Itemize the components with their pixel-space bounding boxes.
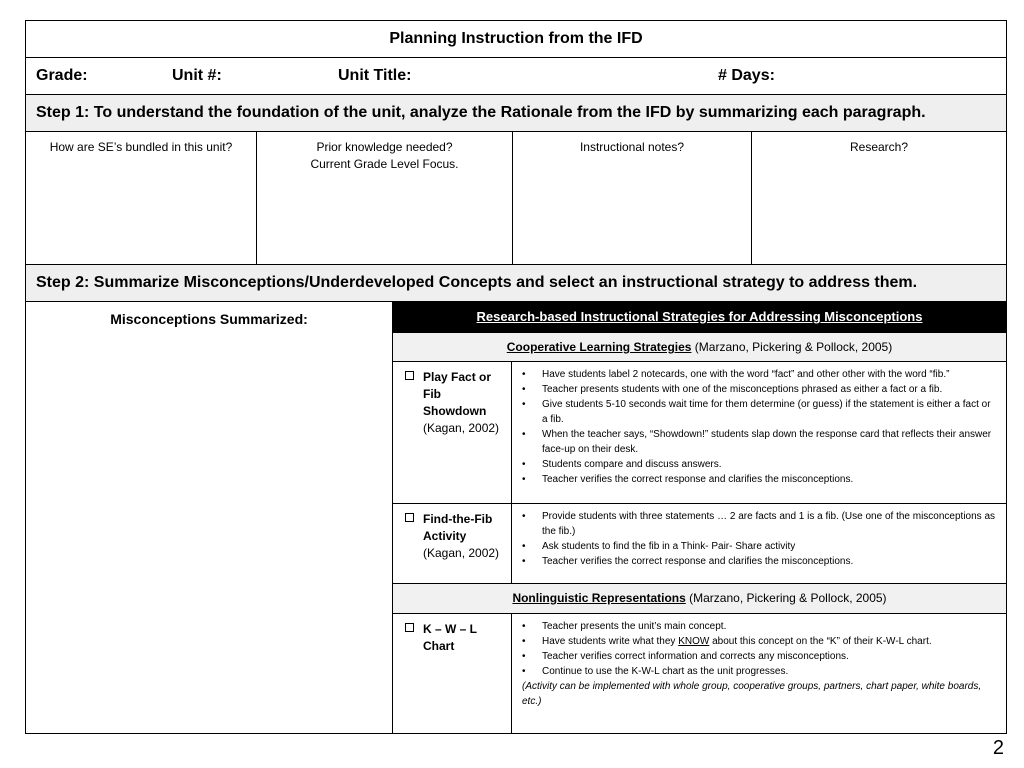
activity-note: (Activity can be implemented with whole group, cooperative groups, partners, chart paper, white boards, etc.) xyxy=(522,681,982,707)
strategy-steps xyxy=(512,504,1006,569)
list-item: • Have students label 2 notecards, one with the word “fact” and other other with the word “fib.” xyxy=(522,369,950,380)
bullet-icon: • xyxy=(522,621,526,632)
column-sublabel: Current Grade Level Focus. xyxy=(310,157,459,171)
strategy-steps xyxy=(512,362,1006,487)
list-item: • Teacher presents students with one of the misconceptions phrased as either a fact or a fib. xyxy=(522,384,943,395)
step2-body xyxy=(26,302,1006,735)
planning-worksheet xyxy=(25,20,1007,734)
checkbox-icon[interactable] xyxy=(405,513,414,522)
grade-label: Grade: xyxy=(36,67,88,84)
page-number: 2 xyxy=(992,737,1004,759)
step1-column-research xyxy=(752,132,1006,264)
unit-title-label: Unit Title: xyxy=(338,67,412,84)
category-citation: (Marzano, Pickering & Pollock, 2005) xyxy=(685,591,887,605)
strategy-name: Showdown xyxy=(423,404,487,418)
list-item: • Teacher verifies the correct response and clarifies the misconceptions. xyxy=(522,474,854,485)
category-cooperative-learning xyxy=(393,332,1006,362)
strategy-name: Find-the-Fib xyxy=(423,512,493,526)
column-label: Research? xyxy=(849,140,909,154)
strategy-kwl-chart xyxy=(393,614,1006,734)
checkbox-icon[interactable] xyxy=(405,371,414,380)
list-item: • Have students write what they KNOW about this concept on the “K” of their K-W-L chart. xyxy=(522,636,932,647)
category-nonlinguistic-representations xyxy=(393,584,1006,614)
step1-columns xyxy=(26,132,1006,265)
bullet-icon: • xyxy=(522,636,526,647)
strategy-citation: (Kagan, 2002) xyxy=(423,546,500,560)
days-label: # Days: xyxy=(718,67,775,84)
strategy-citation: (Kagan, 2002) xyxy=(423,421,500,435)
list-item: • Students compare and discuss answers. xyxy=(522,459,722,470)
category-title: Cooperative Learning Strategies xyxy=(506,340,692,354)
list-item: • Teacher verifies the correct response and clarifies the misconceptions. xyxy=(522,556,854,567)
strategy-name-cell xyxy=(393,504,512,583)
step2-heading: Step 2: Summarize Misconceptions/Underdeveloped Concepts and select an instructional strategy to address them. xyxy=(26,265,1006,302)
strategy-steps xyxy=(512,614,1006,709)
list-item: • Continue to use the K-W-L chart as the unit progresses. xyxy=(522,666,789,677)
category-citation: (Marzano, Pickering & Pollock, 2005) xyxy=(691,340,893,354)
bullet-icon: • xyxy=(522,459,526,470)
bullet-icon: • xyxy=(522,429,526,440)
strategy-name-cell xyxy=(393,614,512,734)
bullet-icon: • xyxy=(522,369,526,380)
list-item: • Teacher presents the unit’s main concept. xyxy=(522,621,727,632)
strategy-name-cell xyxy=(393,362,512,503)
list-item: • Teacher verifies correct information and corrects any misconceptions. xyxy=(522,651,849,662)
list-item: • Ask students to find the fib in a Think- Pair- Share activity xyxy=(522,541,796,552)
bullet-icon: • xyxy=(522,651,526,662)
step1-column-prior-knowledge xyxy=(257,132,513,264)
list-item: • When the teacher says, “Showdown!” students slap down the response card that reflects their answer face-up on their desk. xyxy=(522,429,992,455)
list-item: • Provide students with three statements … 2 are facts and 1 is a fib. (Use one of the misconceptions as the fib.) xyxy=(522,511,996,537)
strategies-header: Research-based Instructional Strategies for Addressing Misconceptions xyxy=(393,302,1006,332)
strategy-find-the-fib xyxy=(393,504,1006,584)
strategy-name: K – W – L xyxy=(423,622,478,636)
step1-column-instructional-notes xyxy=(513,132,752,264)
list-item: • Give students 5-10 seconds wait time for them determine (or guess) if the statement is either a fact or a fib. xyxy=(522,399,991,425)
strategy-name: Chart xyxy=(423,639,455,653)
bullet-icon: • xyxy=(522,541,526,552)
bullet-icon: • xyxy=(522,399,526,410)
bullet-icon: • xyxy=(522,384,526,395)
bullet-icon: • xyxy=(522,474,526,485)
worksheet-title: Planning Instruction from the IFD xyxy=(26,21,1006,58)
bullet-icon: • xyxy=(522,556,526,567)
strategy-name: Activity xyxy=(423,529,467,543)
column-label: How are SE’s bundled in this unit? xyxy=(49,140,233,154)
strategy-name: Play Fact or xyxy=(423,370,492,384)
strategies-panel xyxy=(392,302,1006,734)
misconceptions-summarized-label: Misconceptions Summarized: xyxy=(110,311,308,327)
strategy-name: Fib xyxy=(423,387,441,401)
step1-heading: Step 1: To understand the foundation of the unit, analyze the Rationale from the IFD by summarizing each paragraph. xyxy=(26,95,1006,132)
bullet-icon: • xyxy=(522,666,526,677)
strategy-play-fact-or-fib xyxy=(393,362,1006,504)
column-label: Prior knowledge needed? xyxy=(316,140,453,154)
unit-number-label: Unit #: xyxy=(172,67,222,84)
checkbox-icon[interactable] xyxy=(405,623,414,632)
bullet-icon: • xyxy=(522,511,526,522)
column-label: Instructional notes? xyxy=(579,140,685,154)
header-fields-row xyxy=(26,58,1006,95)
category-title: Nonlinguistic Representations xyxy=(512,591,686,605)
step1-column-se-bundles xyxy=(26,132,257,264)
